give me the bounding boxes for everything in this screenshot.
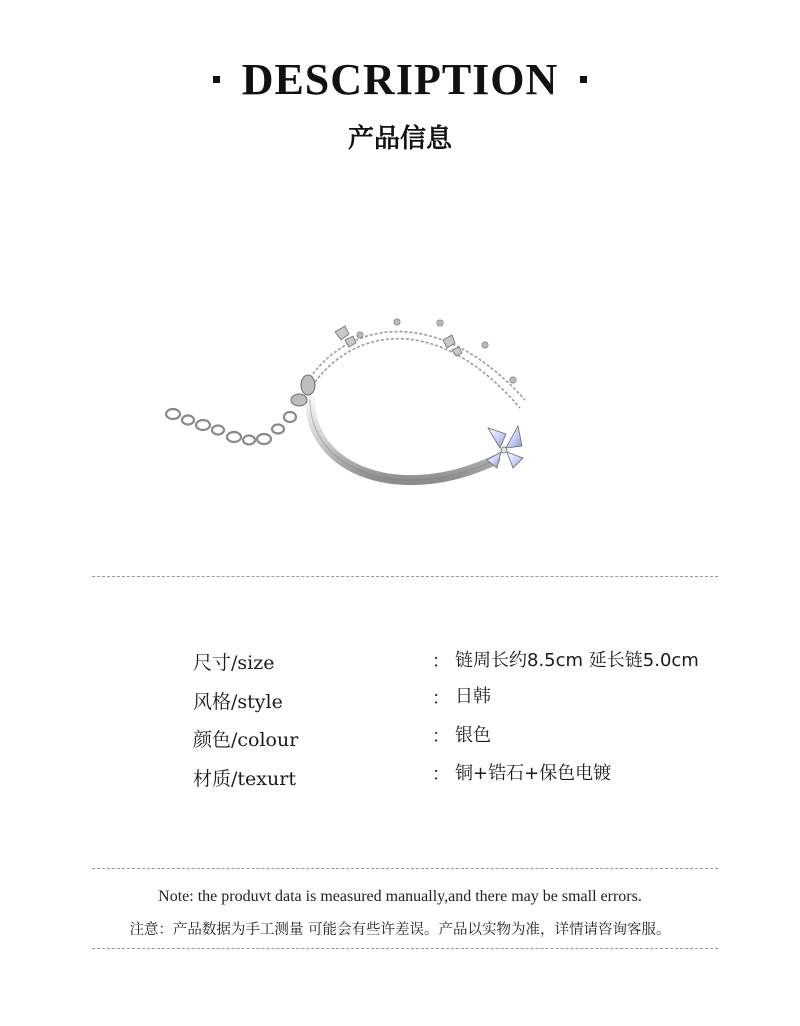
divider-bottom	[92, 948, 718, 949]
extension-chain	[166, 409, 296, 445]
spec-colon: ：	[432, 764, 450, 785]
bangle-bar	[310, 400, 495, 480]
spec-colon: ：	[432, 651, 450, 672]
chain-upper	[310, 332, 525, 408]
divider-middle	[92, 868, 718, 869]
title-row	[0, 52, 800, 106]
title-left-dot	[213, 76, 220, 83]
product-image	[150, 300, 650, 520]
page-title: DESCRIPTION	[241, 54, 559, 104]
butterfly-charm-small	[335, 326, 462, 356]
butterfly-charm-crystal	[487, 426, 523, 468]
note-chinese: 注意：产品数据为手工测量 可能会有些许差误。产品以实物为准，详情请咨询客服。	[129, 922, 671, 938]
spec-value-texture: 铜+锆石+保色电镀	[455, 763, 612, 784]
spec-value-style: 日韩	[455, 686, 491, 707]
spec-value-size: 链周长约8.5cm 延长链5.0cm	[455, 650, 699, 671]
divider-top	[92, 576, 718, 577]
title-right-dot	[580, 76, 587, 83]
page-subtitle: 产品信息	[347, 124, 452, 154]
spec-label-style: 风格/style	[193, 691, 283, 713]
spec-colon: ：	[432, 726, 450, 747]
note-english: Note: the produvt data is measured manually,and there may be small errors.	[158, 888, 642, 905]
chain-beads	[357, 319, 516, 383]
spec-colon: ：	[432, 688, 450, 709]
spec-value-colour: 银色	[455, 725, 491, 746]
spec-label-size: 尺寸/size	[193, 652, 275, 674]
spec-label-colour: 颜色/colour	[193, 729, 299, 751]
spec-label-texture: 材质/texurt	[193, 768, 296, 790]
